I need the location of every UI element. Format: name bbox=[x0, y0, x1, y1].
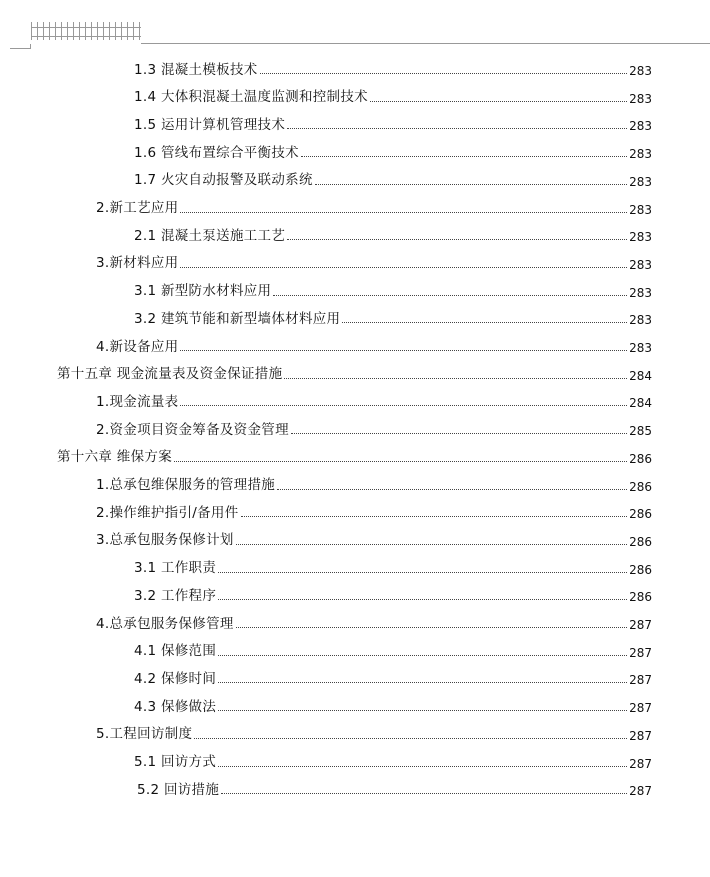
toc-entry-label: 4.新设备应用 bbox=[96, 338, 179, 355]
toc-dot-leader bbox=[180, 212, 627, 213]
toc-entry[interactable] bbox=[134, 108, 652, 132]
toc-entry[interactable] bbox=[96, 385, 652, 409]
toc-entry-label: 2.资金项目资金筹备及资金管理 bbox=[96, 421, 289, 438]
toc-dot-leader bbox=[236, 627, 627, 628]
toc-entry-label: 1.7 火灾自动报警及联动系统 bbox=[134, 172, 313, 189]
toc-dot-leader bbox=[218, 682, 627, 683]
header-rule bbox=[141, 43, 710, 44]
toc-entry[interactable] bbox=[96, 247, 652, 271]
toc-page-number: 287 bbox=[629, 701, 652, 716]
toc-page-number: 283 bbox=[629, 202, 652, 217]
toc-dot-leader bbox=[287, 128, 627, 129]
header-corner-mark bbox=[10, 48, 30, 49]
toc-dot-leader bbox=[284, 378, 627, 379]
header-corner-mark-vertical bbox=[30, 44, 31, 49]
toc-entry[interactable] bbox=[96, 718, 652, 742]
toc-entry[interactable] bbox=[96, 330, 652, 354]
toc-dot-leader bbox=[218, 766, 627, 767]
toc-entry[interactable] bbox=[134, 136, 652, 160]
toc-entry-label: 2.新工艺应用 bbox=[96, 200, 179, 216]
toc-page-number: 287 bbox=[629, 645, 652, 660]
toc-page-number: 286 bbox=[629, 451, 652, 466]
toc-entry[interactable] bbox=[96, 524, 652, 548]
toc-entry-label: 4.总承包服务保修管理 bbox=[96, 615, 234, 632]
toc-page-number: 287 bbox=[629, 728, 652, 743]
toc-page-number: 283 bbox=[629, 341, 652, 355]
toc-entry[interactable] bbox=[96, 607, 652, 631]
toc-entry-label: 1.3 混凝土模板技术 bbox=[134, 61, 258, 78]
toc-entry[interactable] bbox=[134, 552, 652, 576]
toc-page-number: 287 bbox=[629, 618, 652, 632]
toc-entry-label: 第十六章 维保方案 bbox=[57, 449, 172, 466]
toc-entry[interactable] bbox=[134, 635, 652, 659]
toc-entry-label: 第十五章 现金流量表及资金保证措施 bbox=[57, 366, 283, 383]
toc-entry[interactable] bbox=[134, 302, 652, 326]
toc-entry-label: 3.新材料应用 bbox=[96, 255, 179, 272]
toc-page-number: 283 bbox=[629, 285, 652, 300]
toc-entry[interactable] bbox=[134, 219, 652, 243]
toc-entry-label: 1.现金流量表 bbox=[96, 393, 179, 410]
toc-page-number: 285 bbox=[629, 424, 652, 439]
toc-dot-leader bbox=[301, 156, 627, 157]
toc-dot-leader bbox=[180, 405, 627, 406]
toc-entry-label: 3.2 建筑节能和新型墙体材料应用 bbox=[134, 310, 341, 327]
toc-dot-leader bbox=[287, 239, 627, 240]
toc-dot-leader bbox=[291, 433, 627, 434]
toc-entry[interactable] bbox=[96, 413, 652, 437]
toc-entry[interactable] bbox=[134, 746, 652, 770]
toc-dot-leader bbox=[277, 489, 627, 490]
toc-entry-label: 2.操作维护指引/备用件 bbox=[96, 504, 239, 521]
toc-entry-label: 1.4 大体积混凝土温度监测和控制技术 bbox=[134, 89, 368, 106]
toc-dot-leader bbox=[180, 267, 627, 268]
toc-entry[interactable] bbox=[96, 192, 652, 216]
toc-dot-leader bbox=[218, 710, 627, 711]
toc-entry[interactable] bbox=[134, 53, 652, 77]
toc-page-number: 283 bbox=[629, 230, 652, 245]
toc-page-number: 287 bbox=[629, 756, 652, 771]
toc-page-number: 286 bbox=[629, 590, 652, 605]
toc-entry-label: 3.2 工作程序 bbox=[134, 587, 217, 604]
toc-entry-label: 3.1 工作职责 bbox=[134, 560, 217, 577]
toc-entry-label: 4.1 保修范围 bbox=[134, 643, 217, 660]
toc-page-number: 286 bbox=[629, 562, 652, 577]
toc-dot-leader bbox=[218, 655, 627, 656]
toc-page-number: 284 bbox=[629, 368, 652, 383]
toc-page-number: 283 bbox=[629, 91, 652, 106]
toc-page-number: 287 bbox=[629, 673, 652, 688]
toc-dot-leader bbox=[260, 73, 628, 74]
toc-entry[interactable] bbox=[96, 496, 652, 520]
toc-dot-leader bbox=[315, 184, 627, 185]
toc-entry-label: 3.总承包服务保修计划 bbox=[96, 532, 234, 549]
toc-dot-leader bbox=[221, 793, 627, 794]
toc-dot-leader bbox=[218, 599, 627, 600]
toc-page-number: 283 bbox=[629, 119, 652, 134]
toc-entry[interactable] bbox=[134, 275, 652, 299]
toc-entry-label: 1.6 管线布置综合平衡技术 bbox=[134, 144, 299, 161]
toc-entry-label: 1.总承包维保服务的管理措施 bbox=[96, 477, 276, 493]
toc-entry[interactable] bbox=[96, 469, 652, 493]
toc-entry[interactable] bbox=[134, 662, 652, 686]
toc-dot-leader bbox=[370, 101, 627, 102]
toc-dot-leader bbox=[241, 516, 628, 517]
toc-dot-leader bbox=[273, 295, 627, 296]
toc-entry-label: 3.1 新型防水材料应用 bbox=[134, 283, 272, 300]
toc-page-number: 286 bbox=[629, 507, 652, 522]
toc-entry-label: 2.1 混凝土泵送施工工艺 bbox=[134, 227, 286, 244]
toc-entry[interactable] bbox=[57, 441, 652, 465]
toc-page-number: 283 bbox=[629, 313, 652, 328]
toc-page-number: 283 bbox=[629, 257, 652, 272]
toc-entry-label: 5.1 回访方式 bbox=[134, 754, 217, 770]
toc-page-number: 283 bbox=[629, 64, 652, 78]
toc-entry[interactable] bbox=[134, 81, 652, 105]
header-logo bbox=[31, 22, 141, 40]
toc-dot-leader bbox=[180, 350, 627, 351]
toc-page-number: 284 bbox=[629, 396, 652, 411]
toc-page-number: 286 bbox=[629, 534, 652, 549]
toc-dot-leader bbox=[218, 572, 627, 573]
toc-page-number: 287 bbox=[629, 784, 652, 799]
toc-dot-leader bbox=[236, 544, 627, 545]
toc-page-number: 286 bbox=[629, 479, 652, 494]
toc-dot-leader bbox=[174, 461, 627, 462]
toc-entry[interactable] bbox=[134, 579, 652, 603]
toc-entry[interactable] bbox=[57, 358, 652, 382]
toc-entry[interactable] bbox=[134, 164, 652, 188]
toc-entry-label: 1.5 运用计算机管理技术 bbox=[134, 116, 286, 133]
toc-page-number: 283 bbox=[629, 174, 652, 189]
toc-dot-leader bbox=[342, 322, 627, 323]
toc-entry[interactable] bbox=[137, 773, 652, 797]
toc-dot-leader bbox=[194, 738, 627, 739]
toc-entry[interactable] bbox=[134, 690, 652, 714]
toc-entry-label: 4.3 保修做法 bbox=[134, 698, 217, 715]
toc-entry-label: 4.2 保修时间 bbox=[134, 670, 217, 687]
toc-entry-label: 5.2 回访措施 bbox=[137, 781, 220, 798]
toc-page-number: 283 bbox=[629, 147, 652, 162]
toc-entry-label: 5.工程回访制度 bbox=[96, 726, 193, 743]
